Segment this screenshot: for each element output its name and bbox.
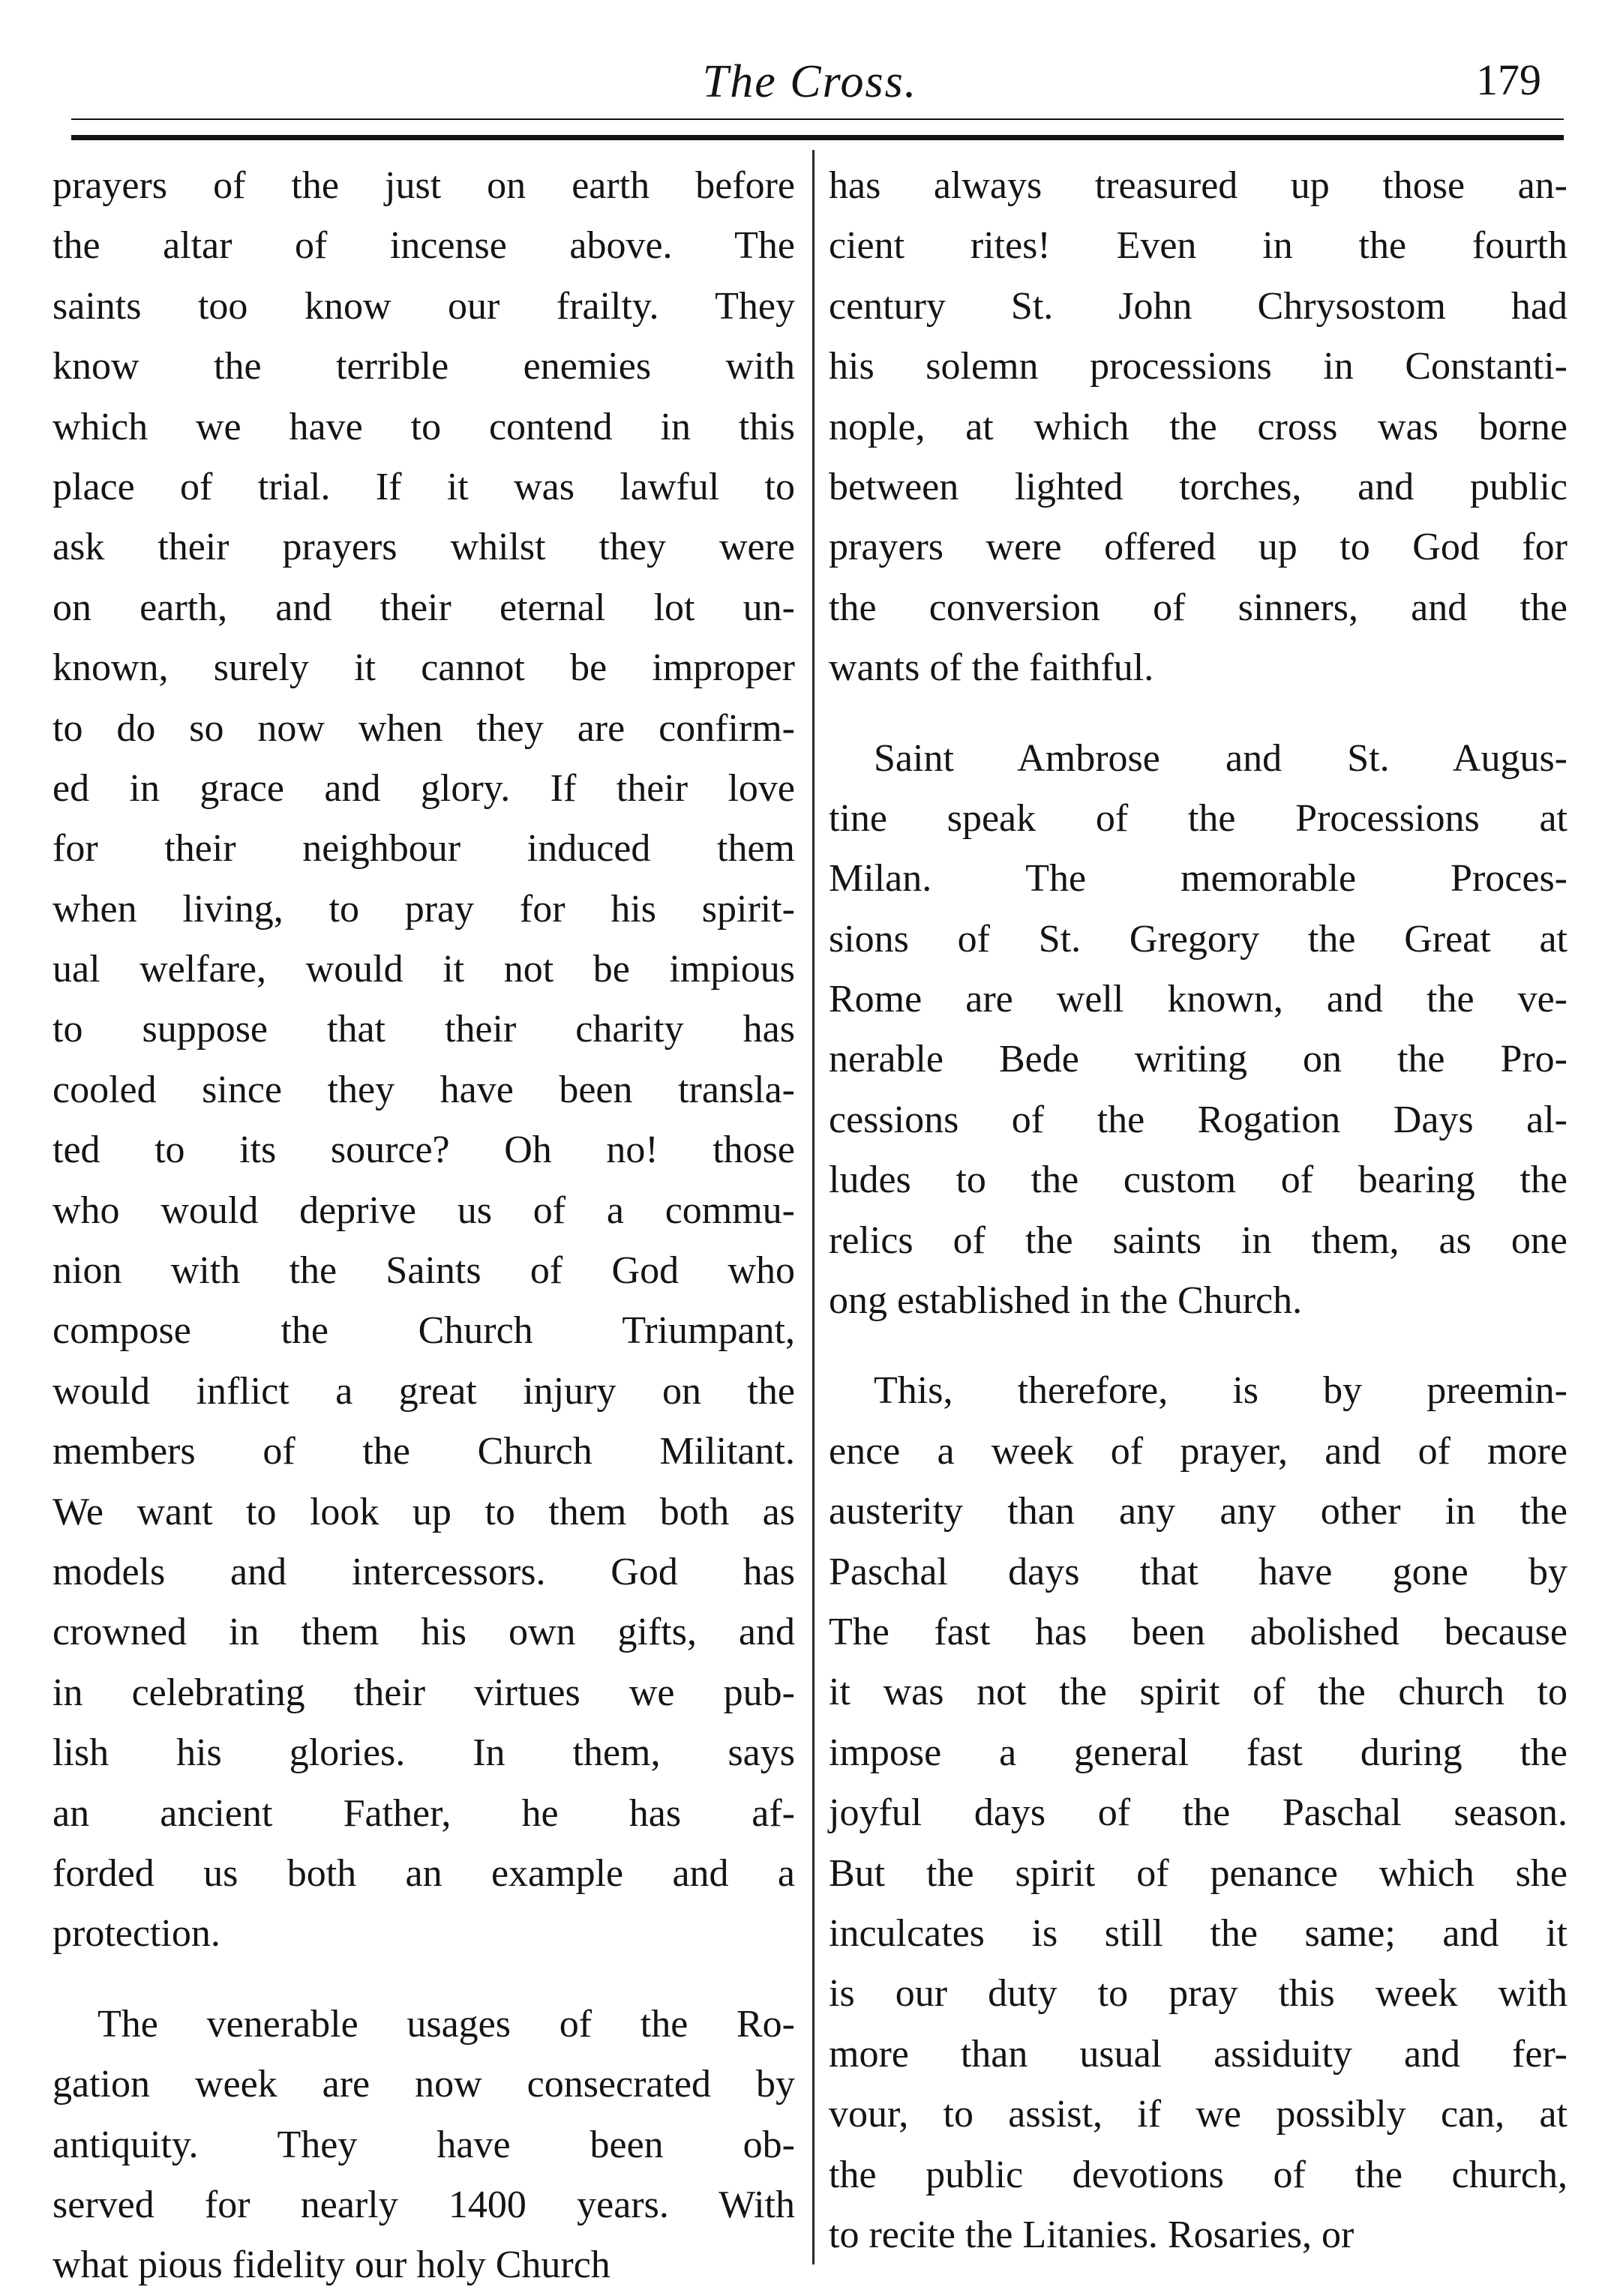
text-line: sions of St. Gregory the Great at	[829, 917, 1568, 961]
paragraph-gap	[829, 699, 1568, 729]
text-line: austerity than any any other in the	[829, 1490, 1568, 1533]
text-line: cooled since they have been transla-	[52, 1068, 795, 1111]
text-line: ludes to the custom of bearing the	[829, 1158, 1568, 1202]
left-column	[52, 156, 795, 2296]
header-rule-thick	[71, 135, 1564, 140]
text-line: nerable Bede writing on the Pro-	[829, 1038, 1568, 1081]
text-line: crowned in them his own gifts, and	[52, 1611, 795, 1654]
text-line: ual welfare, would it not be impious	[52, 948, 795, 991]
header-rule-thin	[71, 118, 1564, 120]
text-line: Milan. The memorable Proces-	[829, 857, 1568, 901]
text-line: is our duty to pray this week with	[829, 1972, 1568, 2016]
page-number: 179	[1476, 55, 1541, 104]
text-line: more than usual assiduity and fer-	[829, 2032, 1568, 2076]
text-line: for their neighbour induced them	[52, 827, 795, 871]
text-line: tine speak of the Processions at	[829, 796, 1568, 840]
running-title: The Cross.	[702, 56, 918, 107]
text-line: has always treasured up those an-	[829, 164, 1568, 207]
text-line: to recite the Litanies. Rosaries, or	[829, 2213, 1354, 2256]
text-line: cessions of the Rogation Days al-	[829, 1098, 1568, 1141]
text-line: This, therefore, is by preemin-	[874, 1369, 1568, 1413]
text-line: it was not the spirit of the church to	[829, 1671, 1568, 1714]
text-line: know the terrible enemies with	[52, 345, 795, 388]
text-line: inculcates is still the same; and it	[829, 1911, 1568, 1955]
text-line: joyful days of the Paschal season.	[829, 1791, 1568, 1835]
text-line: which we have to contend in this	[52, 405, 795, 448]
text-line: ong established in the Church.	[829, 1279, 1303, 1323]
text-line: wants of the faithful.	[829, 646, 1154, 690]
text-line: ed in grace and glory. If their love	[52, 766, 795, 810]
text-line: prayers were offered up to God for	[829, 526, 1568, 569]
text-line: forded us both an example and a	[52, 1851, 795, 1895]
text-line: compose the Church Triumpant,	[52, 1309, 795, 1353]
text-line: protection.	[52, 1912, 220, 1956]
text-line: lish his glories. In them, says	[52, 1731, 795, 1775]
text-line: between lighted torches, and public	[829, 465, 1568, 508]
paragraph-gap	[52, 1965, 795, 1995]
text-line: who would deprive us of a commu-	[52, 1188, 795, 1232]
text-line: prayers of the just on earth before	[52, 164, 795, 207]
text-line: place of trial. If it was lawful to	[52, 465, 795, 508]
text-line: models and intercessors. God has	[52, 1550, 795, 1593]
text-line: century St. John Chrysostom had	[829, 284, 1568, 328]
text-line: in celebrating their virtues we pub-	[52, 1671, 795, 1714]
text-line: when living, to pray for his spirit-	[52, 887, 795, 931]
text-line: an ancient Father, he has af-	[52, 1791, 795, 1835]
text-line: We want to look up to them both as	[52, 1490, 795, 1533]
text-line: what pious fidelity our holy Church	[52, 2244, 610, 2287]
text-line: impose a general fast during the	[829, 1731, 1568, 1774]
text-line: to do so now when they are confirm-	[52, 706, 795, 750]
text-line: gation week are now consecrated by	[52, 2063, 795, 2106]
text-line: Rome are well known, and the ve-	[829, 978, 1568, 1021]
text-line: ask their prayers whilst they were	[52, 526, 795, 569]
text-line: to suppose that their charity has	[52, 1008, 795, 1051]
text-line: cient rites! Even in the fourth	[829, 224, 1568, 268]
column-divider	[812, 150, 814, 2265]
text-line: vour, to assist, if we possibly can, at	[829, 2093, 1568, 2136]
right-column	[829, 156, 1568, 2265]
text-line: saints too know our frailty. They	[52, 284, 795, 328]
text-line: ence a week of prayer, and of more	[829, 1429, 1568, 1473]
text-line: nople, at which the cross was borne	[829, 405, 1568, 448]
text-line: his solemn processions in Constanti-	[829, 345, 1568, 388]
text-line: antiquity. They have been ob-	[52, 2123, 795, 2166]
text-line: members of the Church Militant.	[52, 1430, 795, 1473]
text-line: ted to its source? Oh no! those	[52, 1129, 795, 1172]
text-line: the public devotions of the church,	[829, 2153, 1568, 2196]
text-line: Saint Ambrose and St. Augus-	[874, 736, 1568, 780]
text-line: The venerable usages of the Ro-	[98, 2002, 795, 2046]
text-line: on earth, and their eternal lot un-	[52, 586, 795, 629]
text-line: relics of the saints in them, as one	[829, 1218, 1568, 1262]
text-line: known, surely it cannot be improper	[52, 646, 795, 690]
text-line: But the spirit of penance which she	[829, 1851, 1568, 1895]
text-line: would inflict a great injury on the	[52, 1369, 795, 1413]
text-line: the conversion of sinners, and the	[829, 586, 1568, 629]
text-line: nion with the Saints of God who	[52, 1249, 795, 1293]
paragraph-gap	[829, 1331, 1568, 1361]
text-line: the altar of incense above. The	[52, 224, 795, 268]
text-line: served for nearly 1400 years. With	[52, 2183, 795, 2226]
text-line: The fast has been abolished because	[829, 1610, 1568, 1653]
text-line: Paschal days that have gone by	[829, 1550, 1568, 1593]
